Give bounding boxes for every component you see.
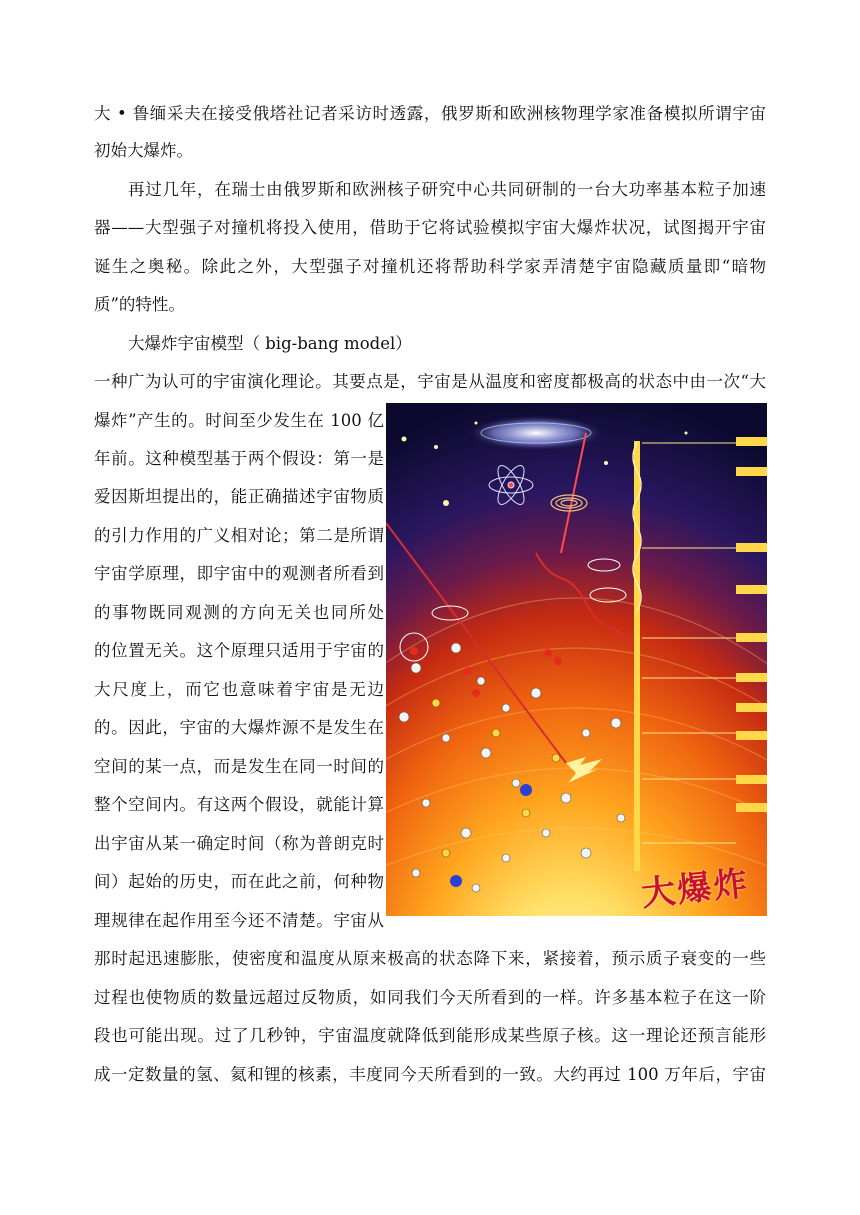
big-bang-image <box>386 403 767 916</box>
paragraph-line: 诞生之奥秘。除此之外，大型强子对撞机还将帮助科学家弄清楚宇宙隐藏质量即“暗物 <box>94 257 766 276</box>
paragraph-line: 器——大型强子对撞机将投入使用，借助于它将试验模拟宇宙大爆炸状况，试图揭开宇宙 <box>94 218 766 237</box>
wrapped-line: 大尺度上，而它也意味着宇宙是无边 <box>94 680 384 699</box>
paragraph-line: 成一定数量的氢、氦和锂的核素，丰度同今天所看到的一致。大约再过 100 万年后，宇宙 <box>94 1065 766 1084</box>
paragraph-line: 一种广为认可的宇宙演化理论。其要点是，宇宙是从温度和密度都极高的状态中由一次“大 <box>94 372 766 391</box>
section-heading: 大爆炸宇宙模型（ big-bang model） <box>128 334 412 353</box>
wrapped-line: 的位置无关。这个原理只适用于宇宙的 <box>94 641 384 660</box>
figure-caption: 大爆炸 <box>639 863 752 915</box>
wrapped-line: 出宇宙从某一确定时间（称为普朗克时 <box>94 834 384 853</box>
big-bang-illustration <box>386 403 767 916</box>
paragraph-line: 那时起迅速膨胀，使密度和温度从原来极高的状态降下来，紧接着，预示质子衰变的一些 <box>94 949 766 968</box>
wrapped-line: 年前。这种模型基于两个假设：第一是 <box>94 449 384 468</box>
wrapped-line: 的事物既同观测的方向无关也同所处 <box>94 603 384 622</box>
paragraph-line: 初始大爆炸。 <box>94 141 193 160</box>
wrapped-line: 间）起始的历史，而在此之前，何种物 <box>94 872 384 891</box>
paragraph-line: 再过几年，在瑞士由俄罗斯和欧洲核子研究中心共同研制的一台大功率基本粒子加速 <box>128 180 766 199</box>
paragraph-line: 大 • 鲁缅采夫在接受俄塔社记者采访时透露，俄罗斯和欧洲核物理学家准备模拟所谓宇宙 <box>94 104 766 123</box>
paragraph-line: 段也可能出现。过了几秒钟，宇宙温度就降低到能形成某些原子核。这一理论还预言能形 <box>94 1026 766 1045</box>
paragraph-line: 过程也使物质的数量远超过反物质，如同我们今天所看到的一样。许多基本粒子在这一阶 <box>94 988 766 1007</box>
wrapped-line: 爱因斯坦提出的，能正确描述宇宙物质 <box>94 487 384 506</box>
wrapped-line: 整个空间内。有这两个假设，就能计算 <box>94 795 384 814</box>
wrapped-line: 宇宙学原理，即宇宙中的观测者所看到 <box>94 564 384 583</box>
wrapped-line: 爆炸”产生的。时间至少发生在 100 亿 <box>94 411 384 430</box>
wrapped-line: 理规律在起作用至今还不清楚。宇宙从 <box>94 911 384 930</box>
wrapped-line: 空间的某一点，而是发生在同一时间的 <box>94 757 384 776</box>
paragraph-line: 质”的特性。 <box>94 295 185 314</box>
wrapped-line: 的。因此，宇宙的大爆炸源不是发生在 <box>94 718 384 737</box>
wrapped-line: 的引力作用的广义相对论；第二是所谓 <box>94 526 384 545</box>
